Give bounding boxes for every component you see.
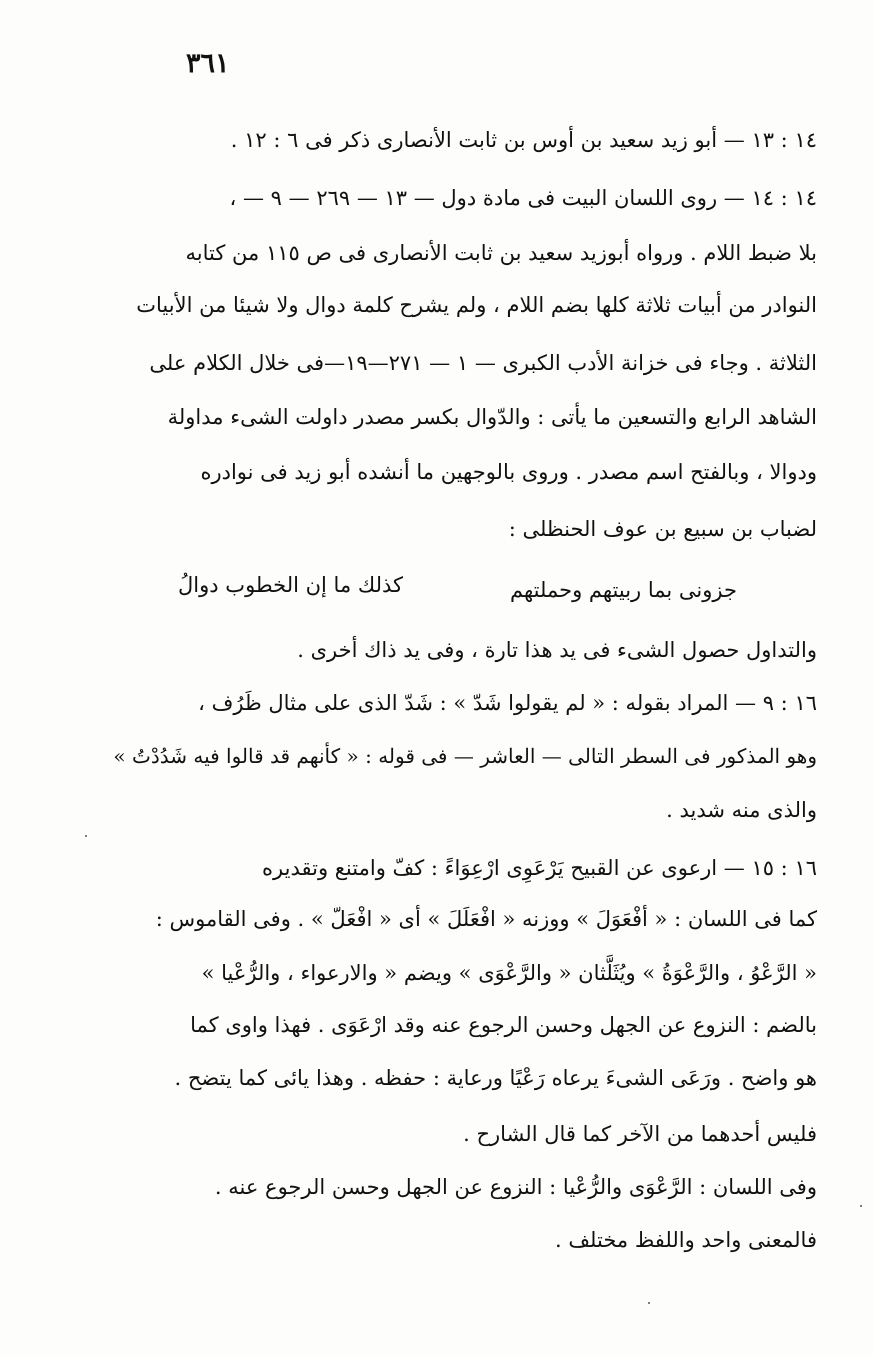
note-line: بلا ضبط اللام . ورواه أبوزيد سعيد بن ثابت الأنصارى فى ص ١١٥ من كتابه [185, 241, 817, 265]
note-line: فالمعنى واحد واللفظ مختلف . [554, 1228, 817, 1252]
note-line: الثلاثة . وجاء فى خزانة الأدب الكبرى — ١ — ٢٧١—١٩—فى خلال الكلام على [149, 351, 817, 375]
note-line: بالضم : النزوع عن الجهل وحسن الرجوع عنه وقد ارْعَوَى . فهذا واوى كما [190, 1013, 817, 1037]
verse-second-hemistich: كذلك ما إن الخطوب دوالُ [178, 573, 403, 597]
note-line: هو واضح . ورَعَى الشىءَ يرعاه رَعْيًا ورعاية : حفظه . وهذا يائى كما يتضح . [174, 1066, 817, 1090]
note-line: ١٤ : ١٤ — روى اللسان البيت فى مادة دول — ١٣ — ٢٦٩ — ٩ — ، [229, 186, 817, 210]
note-line: ١٦ : ٩ — المراد بقوله : « لم يقولوا شَدّ » : شَدّ الذى على مثال ظَرُف ، [198, 691, 817, 715]
note-line: والتداول حصول الشىء فى يد هذا تارة ، وفى يد ذاك أخرى . [297, 638, 817, 662]
page-number: ٣٦١ [186, 48, 230, 79]
verse-first-hemistich: جزونى بما ربيتهم وحملتهم [510, 578, 737, 602]
note-line: وفى اللسان : الرَّعْوَى والرُّعْيا : النزوع عن الجهل وحسن الرجوع عنه . [214, 1175, 817, 1199]
note-line: وهو المذكور فى السطر التالى — العاشر — فى قوله : « كأنهم قد قالوا فيه شَدُدْتُ » [113, 744, 817, 768]
note-line: « الرَّعْوُ ، والرَّعْوَةُ » ويُثَلَّثان « والرَّعْوَى » ويضم « والارعواء ، والرُّعْيا » [201, 961, 817, 985]
speck [648, 1302, 650, 1304]
speck [860, 1205, 862, 1207]
note-line: ١٤ : ١٣ — أبو زيد سعيد بن أوس بن ثابت الأنصارى ذكر فى ٦ : ١٢ . [230, 128, 817, 152]
note-line: ١٦ : ١٥ — ارعوى عن القبيح يَرْعَوِى ارْعِوَاءً : كفّ وامتنع وتقديره [262, 856, 817, 880]
speck [85, 835, 87, 837]
note-line: والذى منه شديد . [666, 798, 817, 822]
note-line: لضباب بن سبيع بن عوف الحنظلى : [508, 517, 817, 541]
note-line: كما فى اللسان : « أفْعَوَلَ » ووزنه « افْعَلَلَ » أى « افْعَلّ » . وفى القاموس : [155, 907, 817, 931]
note-line: ودوالا ، وبالفتح اسم مصدر . وروى بالوجهين ما أنشده أبو زيد فى نوادره [200, 460, 817, 484]
note-line: النوادر من أبيات ثلاثة كلها بضم اللام ، ولم يشرح كلمة دوال ولا شيئا من الأبيات [136, 293, 817, 317]
note-line: الشاهد الرابع والتسعين ما يأتى : والدّوال بكسر مصدر داولت الشىء مداولة [167, 405, 817, 429]
note-line: فليس أحدهما من الآخر كما قال الشارح . [463, 1122, 817, 1146]
